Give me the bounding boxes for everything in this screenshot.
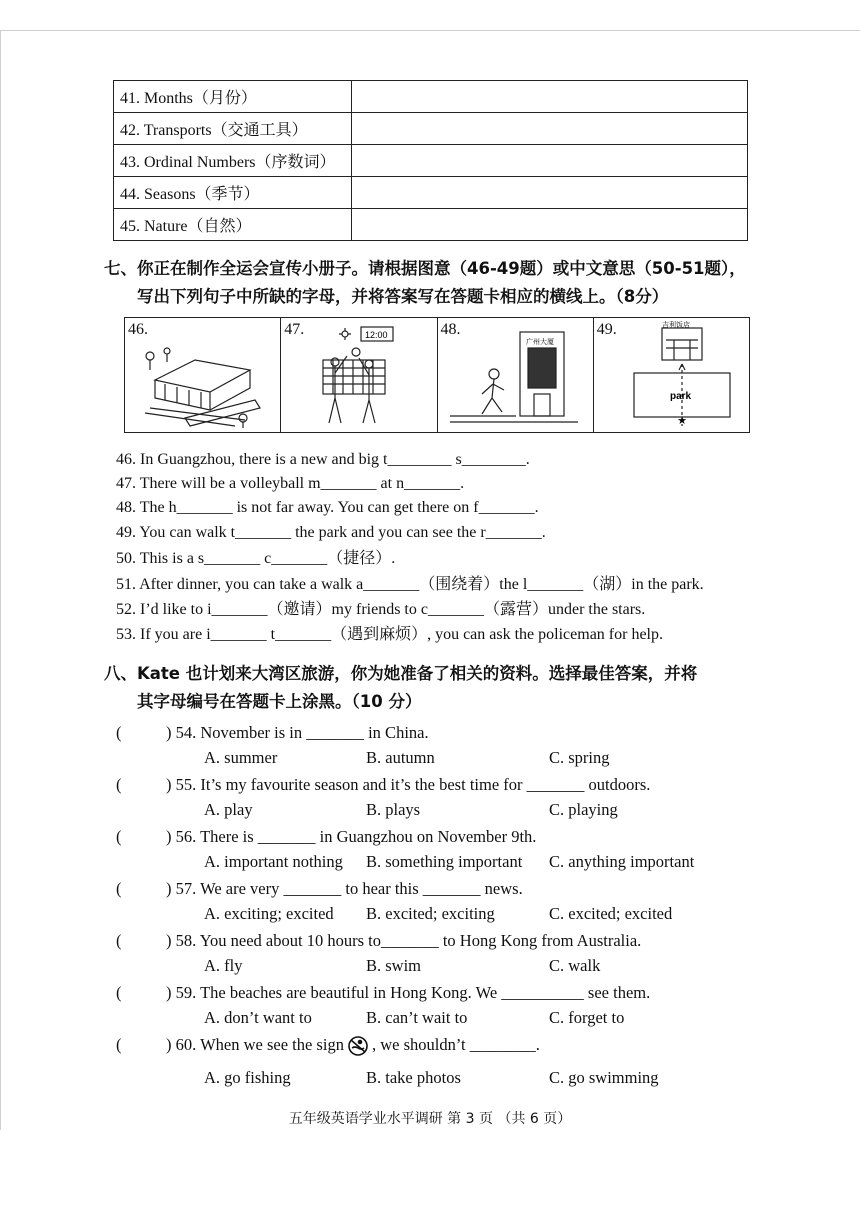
picture-48 — [438, 318, 594, 432]
option-c[interactable]: C. anything important — [549, 852, 695, 871]
picture-number: 47. — [284, 321, 305, 338]
option-a[interactable]: A. go fishing — [204, 1068, 291, 1087]
option-c[interactable]: C. playing — [549, 800, 618, 819]
category-table — [113, 80, 748, 241]
option-b[interactable]: B. something important — [366, 852, 523, 871]
answer-cell[interactable] — [352, 113, 748, 145]
option-b[interactable]: B. take photos — [366, 1068, 461, 1087]
question-59 — [116, 982, 650, 1004]
question-54 — [116, 722, 429, 744]
option-c[interactable]: C. excited; excited — [549, 904, 673, 923]
category-label: 41. Months（月份） — [114, 81, 352, 113]
hotel-building-illustration — [438, 318, 588, 432]
question-57 — [116, 878, 523, 900]
option-c[interactable]: C. spring — [549, 748, 610, 767]
section-7-title: 七、你正在制作全运会宣传小册子。请根据图意（46-49题）或中文意思（50-51题）， — [104, 259, 746, 278]
building-sign: 广州大厦 — [525, 338, 554, 346]
section-8-title: 八、Kate 也计划来大湾区旅游，你为她准备了相关的资料。选择最佳答案，并将 — [104, 664, 698, 683]
question-47: 47. There will be a volleyball m_______ at n_______. — [116, 475, 465, 492]
option-b[interactable]: B. plays — [366, 800, 421, 819]
answer-bracket[interactable]: ( — [116, 1035, 122, 1054]
picture-number: 46. — [128, 321, 148, 338]
answer-cell[interactable] — [352, 81, 748, 113]
question-49: 49. You can walk t_______ the park and you can see the r_______. — [116, 524, 546, 541]
no-swimming-sign-icon — [346, 1035, 370, 1057]
question-58 — [116, 930, 641, 952]
picture-49 — [594, 318, 749, 432]
option-b[interactable]: B. can’t wait to — [366, 1008, 468, 1027]
section-7-subtitle: 写出下列句子中所缺的字母，并将答案写在答题卡相应的横线上。（8分） — [137, 287, 669, 306]
page-footer: 五年级英语学业水平调研 第 3 页 （共 6 页） — [288, 1111, 572, 1127]
category-label: 42. Transports（交通工具） — [114, 113, 352, 145]
question-53: 53. If you are i_______ t_______（遇到麻烦）, you can ask the policeman for help. — [116, 626, 664, 643]
question-text: ) 56. There is _______ in Guangzhou on November 9th. — [166, 827, 537, 846]
question-52: 52. I’d like to i_______（邀请）my friends to c_______（露营）under the stars. — [116, 601, 646, 618]
question-text: ) 57. We are very _______ to hear this _______ news. — [166, 879, 523, 898]
answer-cell[interactable] — [352, 145, 748, 177]
picture-47 — [281, 318, 437, 432]
question-text: ) 59. The beaches are beautiful in Hong Kong. We __________ see them. — [166, 983, 651, 1002]
picture-number: 49. — [596, 321, 617, 338]
picture-number: 48. — [440, 321, 461, 338]
answer-bracket[interactable]: ( — [116, 775, 122, 794]
question-text: ) 60. When we see the sign — [166, 1035, 344, 1054]
question-text: ) 54. November is in _______ in China. — [166, 723, 429, 742]
option-b[interactable]: B. swim — [366, 956, 422, 975]
answer-bracket[interactable]: ( — [116, 827, 122, 846]
answer-bracket[interactable]: ( — [116, 723, 122, 742]
category-label: 45. Nature（自然） — [114, 209, 352, 241]
option-a[interactable]: A. exciting; excited — [204, 904, 334, 923]
answer-cell[interactable] — [352, 177, 748, 209]
answer-bracket[interactable]: ( — [116, 983, 122, 1002]
option-b[interactable]: B. excited; exciting — [366, 904, 495, 923]
question-50: 50. This is a s_______ c_______（捷径）. — [116, 550, 396, 567]
table-row — [114, 177, 748, 209]
answer-bracket[interactable]: ( — [116, 879, 122, 898]
question-51: 51. After dinner, you can take a walk a_______（围绕着）the l_______（湖）in the park. — [116, 576, 704, 593]
clock-label: 12:00 — [365, 330, 388, 340]
question-60 — [116, 1034, 540, 1057]
park-map-illustration — [594, 318, 744, 432]
option-c[interactable]: C. go swimming — [549, 1068, 659, 1087]
option-a[interactable]: A. fly — [204, 956, 243, 975]
option-b[interactable]: B. autumn — [366, 748, 435, 767]
answer-cell[interactable] — [352, 209, 748, 241]
question-55 — [116, 774, 650, 796]
table-row — [114, 113, 748, 145]
restaurant-sign: 吉利饭店 — [661, 321, 690, 329]
question-46: 46. In Guangzhou, there is a new and big t________ s________. — [116, 451, 530, 468]
table-row — [114, 145, 748, 177]
question-56 — [116, 826, 536, 848]
option-c[interactable]: C. forget to — [549, 1008, 625, 1027]
table-row — [114, 209, 748, 241]
star-icon: ★ — [676, 414, 687, 427]
answer-bracket[interactable]: ( — [116, 931, 122, 950]
question-text-end: , we shouldn’t ________. — [371, 1035, 540, 1054]
option-a[interactable]: A. important nothing — [204, 852, 343, 871]
table-row — [114, 81, 748, 113]
page-edge-left — [0, 30, 1, 1130]
picture-strip — [124, 317, 750, 433]
question-text: ) 55. It’s my favourite season and it’s the best time for _______ outdoors. — [166, 775, 651, 794]
option-c[interactable]: C. walk — [549, 956, 601, 975]
option-a[interactable]: A. play — [204, 800, 253, 819]
park-label: park — [669, 391, 691, 402]
question-48: 48. The h_______ is not far away. You can get there on f_______. — [116, 499, 539, 516]
category-label: 43. Ordinal Numbers（序数词） — [114, 145, 352, 177]
section-8-subtitle: 其字母编号在答题卡上涂黑。（10 分） — [137, 692, 422, 711]
train-station-illustration — [125, 318, 275, 432]
volleyball-illustration — [281, 318, 431, 432]
page-edge — [0, 30, 860, 31]
question-text: ) 58. You need about 10 hours to_______ to Hong Kong from Australia. — [166, 931, 642, 950]
picture-46 — [125, 318, 281, 432]
option-a[interactable]: A. don’t want to — [204, 1008, 312, 1027]
category-label: 44. Seasons（季节） — [114, 177, 352, 209]
option-a[interactable]: A. summer — [204, 748, 278, 767]
